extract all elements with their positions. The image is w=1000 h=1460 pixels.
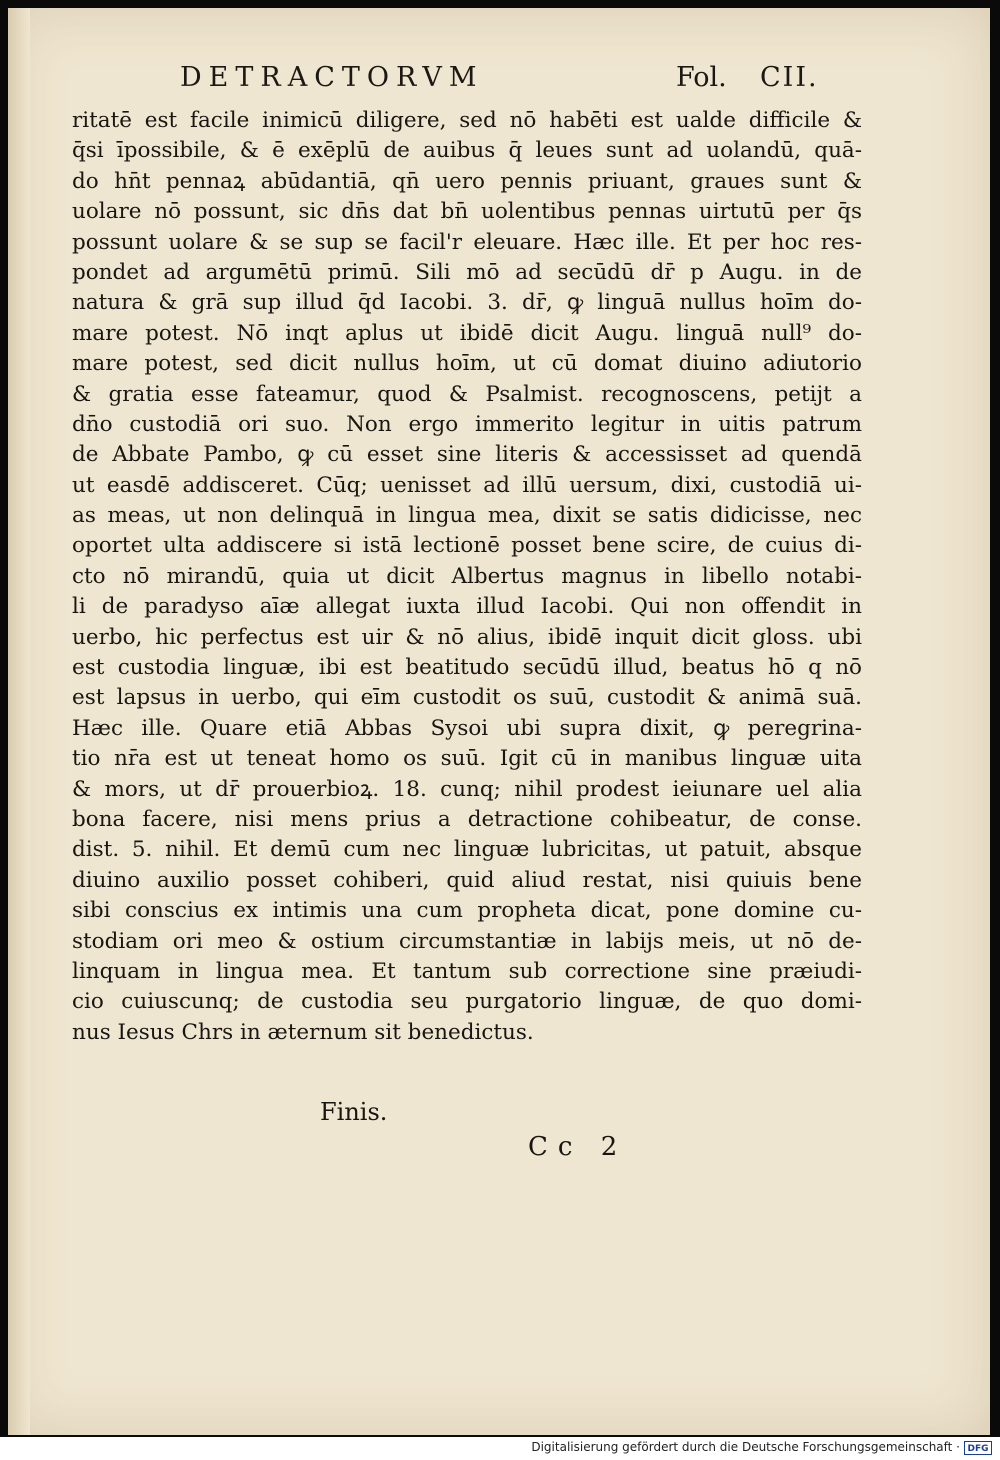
digitization-footer: [0, 1437, 1000, 1460]
text-line: mare potest, sed dicit nullus hoīm, ut cū domat diuino adiutorio: [72, 351, 862, 377]
folio-label: Fol.: [676, 62, 727, 93]
text-line: uolare nō possunt, sic dn̄s dat bn̄ uolentibus pennas uirtutū per q̄s: [72, 199, 862, 225]
body-text: [72, 106, 862, 1048]
text-line: natura & grā sup illud q̄d Iacobi. 3. dr̄, ꝙ linguā nullus hoīm do-: [72, 290, 862, 316]
text-line: bona facere, nisi mens prius a detractione cohibeatur, de conse.: [72, 806, 862, 832]
book-page: [8, 8, 990, 1435]
text-line: ut easdē addisceret. Cūq; uenisset ad illū uersum, dixi, custodiā ui-: [72, 472, 862, 498]
running-head: [8, 62, 990, 98]
text-line: dist. 5. nihil. Et demū cum nec linguæ lubricitas, ut patuit, absque: [72, 837, 862, 863]
text-line: cio cuiuscunq; de custodia seu purgatorio linguæ, de quo domi-: [72, 989, 862, 1015]
text-line: est lapsus in uerbo, qui eīm custodit os suū, custodit & animā suā.: [72, 685, 862, 711]
text-line: possunt uolare & se sup se facil'r eleuare. Hæc ille. Et per hoc res-: [72, 229, 862, 255]
text-line: uerbo, hic perfectus est uir & nō alius, ibidē inquit dicit gloss. ubi: [72, 624, 862, 650]
text-line: tio nr̄a est ut teneat homo os suū. Igit cū in manibus linguæ uita: [72, 746, 862, 772]
text-line: do hn̄t pennaꝝ abūdantiā, qn̄ uero pennis priuant, graues sunt &: [72, 168, 862, 194]
text-line: q̄si īpossibile, & ē exēplū de auibus q̄ leues sunt ad uolandū, quā-: [72, 138, 862, 164]
text-line: pondet ad argumētū primū. Sili mō ad secūdū dr̄ p Augu. in de: [72, 259, 862, 285]
gathering-signature: Cc 2: [528, 1132, 628, 1162]
finis: Finis.: [320, 1098, 388, 1126]
text-line: nus Iesus Chrs in æternum sit benedictus.: [72, 1019, 534, 1045]
text-line: & mors, ut dr̄ prouerbioꝝ. 18. cunq; nihil prodest ieiunare uel alia: [72, 776, 862, 802]
text-line: stodiam ori meo & ostium circumstantiæ in labijs meis, ut nō de-: [72, 928, 862, 954]
text-line: dn̄o custodiā ori suo. Non ergo immerito legitur in uitis patrum: [72, 411, 862, 437]
text-line: & gratia esse fateamur, quod & Psalmist. recognoscens, petijt a: [72, 381, 862, 407]
text-line: as meas, ut non delinquā in lingua mea, dixit se satis didicisse, nec: [72, 503, 862, 529]
text-line: oportet ulta addiscere si istā lectionē posset bene scire, de cuius di-: [72, 533, 862, 559]
text-line: de Abbate Pambo, ꝙ cū esset sine literis & accessisset ad quendā: [72, 442, 862, 468]
text-line: mare potest. Nō inqt aplus ut ibidē dicit Augu. linguā null⁹ do-: [72, 320, 862, 346]
footer-credit: Digitalisierung gefördert durch die Deutsche Forschungsgemeinschaft ·: [531, 1440, 960, 1454]
text-line: ritatē est facile inimicū diligere, sed nō habēti est ualde difficile &: [72, 108, 862, 133]
dfg-logo-icon: DFG: [964, 1441, 992, 1455]
text-line: linquam in lingua mea. Et tantum sub correctione sine præiudi-: [72, 958, 862, 984]
text-line: li de paradyso aīæ allegat iuxta illud Iacobi. Qui non offendit in: [72, 594, 862, 620]
text-line: sibi conscius ex intimis una cum propheta dicat, pone domine cu-: [72, 898, 862, 924]
page-spine-shadow: [8, 8, 30, 1435]
running-title: DETRACTORVM: [180, 62, 484, 93]
folio-number: CII.: [760, 62, 819, 93]
text-line: est custodia linguæ, ibi est beatitudo secūdū illud, beatus hō q nō: [72, 655, 862, 681]
text-line: Hæc ille. Quare etiā Abbas Sysoi ubi supra dixit, ꝙ peregrina-: [72, 715, 862, 741]
text-line: diuino auxilio posset cohiberi, quid aliud restat, nisi quiuis bene: [72, 867, 862, 893]
text-line: cto nō mirandū, quia ut dicit Albertus magnus in libello notabi-: [72, 563, 862, 589]
